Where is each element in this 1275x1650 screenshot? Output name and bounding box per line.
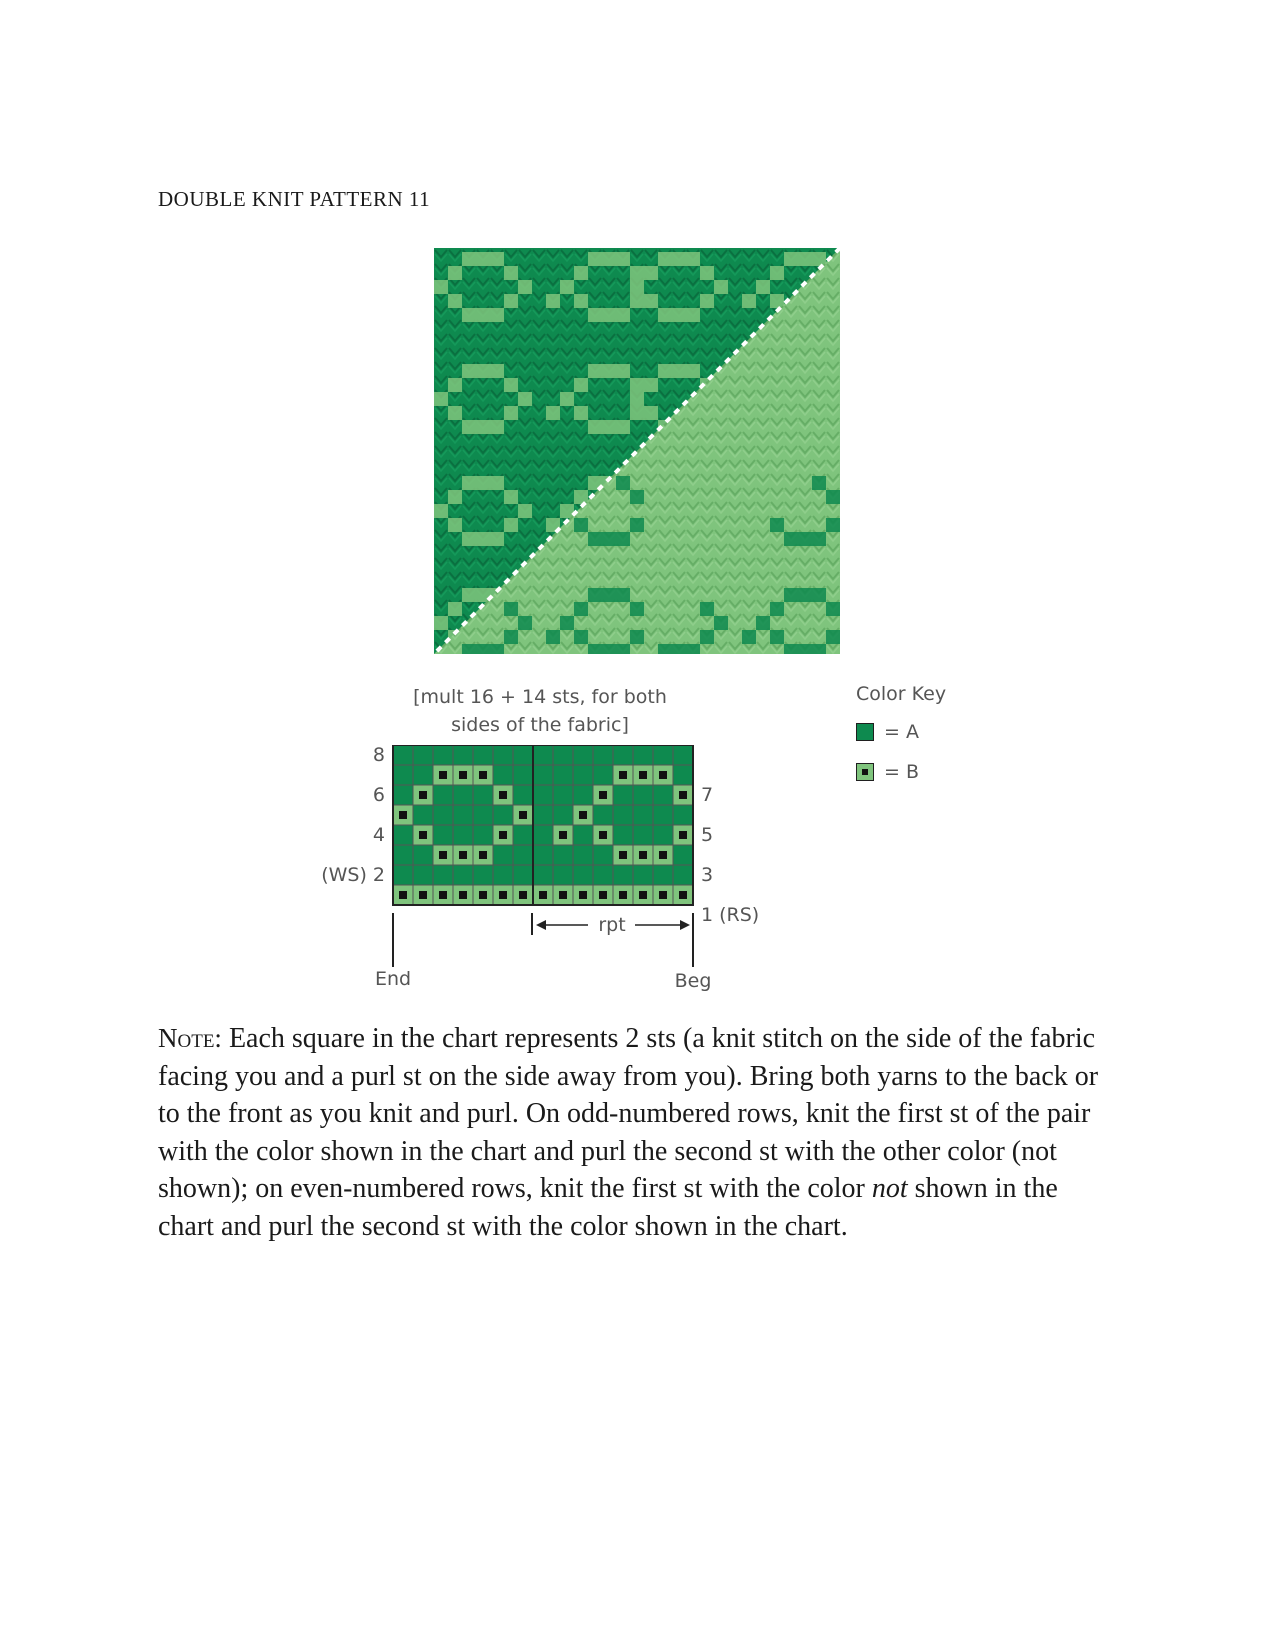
chart-cell-a: [633, 805, 653, 825]
chart-cell-b-dot: [659, 891, 667, 899]
chart-grid: [393, 745, 693, 905]
swatch-motif-stitch: [742, 630, 756, 644]
chart-cell-a: [613, 865, 633, 885]
swatch-motif-stitch: [448, 294, 462, 308]
swatch-motif-stitch: [630, 490, 644, 504]
chart-cell-a: [513, 825, 533, 845]
color-key-title: Color Key: [856, 683, 947, 705]
chart-cell-a: [593, 805, 613, 825]
chart-cell-b-dot: [419, 791, 427, 799]
swatch-motif-stitch: [616, 644, 630, 654]
beg-label: Beg: [674, 970, 712, 992]
swatch-motif-stitch: [812, 644, 826, 654]
chart-cell-a: [533, 845, 553, 865]
chart-cell-a: [493, 865, 513, 885]
swatch-motif-stitch: [602, 532, 616, 546]
swatch-motif-stitch: [546, 406, 560, 420]
chart-cell-b-dot: [499, 831, 507, 839]
swatch-motif-stitch: [476, 252, 490, 266]
row-label-right: 3: [701, 864, 714, 886]
chart-cell-a: [553, 765, 573, 785]
chart-cell-b-dot: [499, 891, 507, 899]
swatch-motif-stitch: [630, 518, 644, 532]
swatch-motif-stitch: [602, 588, 616, 602]
swatch-motif-stitch: [504, 266, 518, 280]
chart-left-labels: [321, 745, 385, 886]
chart-cell-a: [453, 785, 473, 805]
swatch-motif-stitch: [434, 504, 448, 518]
swatch-motif-stitch: [476, 420, 490, 434]
note-text-part1: Each square in the chart represents 2 sts (a knit stitch on the side of the fabric facing you and a purl st on the side away from you). Bring both yarns to the back or to the front as you knit and purl. On odd-numbered rows, knit the first st of the pair with the color shown in the chart and purl the second st with the other color (not shown); on even-numbered rows, knit the first st with the color: [158, 1023, 1099, 1204]
swatch-motif-stitch: [602, 644, 616, 654]
swatch-motif-stitch: [602, 308, 616, 322]
swatch-motif-stitch: [770, 630, 784, 644]
swatch-motif-stitch: [462, 308, 476, 322]
chart-cell-a: [673, 745, 693, 765]
color-key: [856, 683, 946, 799]
swatch-motif-stitch: [770, 602, 784, 616]
chart-cell-a: [393, 865, 413, 885]
chart-cell-b-dot: [619, 771, 627, 779]
chart-cell-a: [653, 825, 673, 845]
swatch-motif-stitch: [518, 616, 532, 630]
chart-cell-a: [513, 785, 533, 805]
chart-cell-a: [653, 865, 673, 885]
swatch-motif-stitch: [490, 644, 504, 654]
swatch-motif-stitch: [686, 644, 700, 654]
chart-cell-b-dot: [659, 851, 667, 859]
swatch-motif-stitch: [574, 378, 588, 392]
chart-cell-a: [533, 825, 553, 845]
swatch-motif-stitch: [658, 252, 672, 266]
chart-cell-b-dot: [639, 851, 647, 859]
swatch-motif-stitch: [574, 518, 588, 532]
chart-cell-b-dot: [679, 831, 687, 839]
color-key-b-row: [856, 759, 946, 785]
swatch-motif-stitch: [602, 252, 616, 266]
swatch-motif-stitch: [616, 476, 630, 490]
swatch-motif-stitch: [644, 294, 658, 308]
color-b-label: = B: [884, 761, 919, 783]
chart-cell-b-dot: [619, 891, 627, 899]
chart-cell-a: [533, 765, 553, 785]
swatch-motif-stitch: [476, 364, 490, 378]
swatch-motif-stitch: [434, 280, 448, 294]
swatch-motif-stitch: [574, 490, 588, 504]
chart-cell-a: [553, 865, 573, 885]
chart-cell-b-dot: [579, 891, 587, 899]
swatch-motif-stitch: [490, 476, 504, 490]
swatch-motif-stitch: [462, 644, 476, 654]
chart-cell-a: [593, 745, 613, 765]
swatch-motif-stitch: [546, 630, 560, 644]
swatch-motif-stitch: [784, 588, 798, 602]
chart-cell-a: [633, 785, 653, 805]
chart-cell-b-dot: [439, 771, 447, 779]
chart-cell-a: [573, 745, 593, 765]
swatch-motif-stitch: [560, 616, 574, 630]
chart-cell-b-dot: [459, 771, 467, 779]
chart-cell-a: [613, 825, 633, 845]
swatch-motif-stitch: [742, 294, 756, 308]
swatch-motif-stitch: [476, 644, 490, 654]
chart-cell-a: [573, 865, 593, 885]
swatch-motif-stitch: [434, 392, 448, 406]
chart-cell-b-dot: [459, 891, 467, 899]
row-label-right: 5: [701, 824, 714, 846]
swatch-motif-stitch: [756, 616, 770, 630]
swatch-motif-stitch: [546, 294, 560, 308]
chart-cell-b-dot: [479, 891, 487, 899]
swatch-motif-stitch: [588, 532, 602, 546]
swatch-motif-stitch: [448, 518, 462, 532]
chart-cell-a: [453, 865, 473, 885]
chart-cell-b-dot: [399, 811, 407, 819]
swatch-motif-stitch: [784, 644, 798, 654]
chart-cell-a: [593, 765, 613, 785]
chart-cell-b-dot: [439, 891, 447, 899]
swatch-motif-stitch: [630, 406, 644, 420]
chart-cell-a: [433, 825, 453, 845]
swatch-motif-stitch: [658, 308, 672, 322]
chart-cell-b-dot: [519, 811, 527, 819]
knitted-swatch-photo: [434, 248, 840, 654]
chart-cell-b-dot: [439, 851, 447, 859]
chart-cell-a: [553, 805, 573, 825]
chart-cell-a: [473, 745, 493, 765]
chart-cell-a: [393, 825, 413, 845]
swatch-motif-stitch: [798, 252, 812, 266]
swatch-motif-stitch: [518, 504, 532, 518]
chart-cell-b-dot: [579, 811, 587, 819]
chart-right-labels: [701, 784, 759, 926]
chart-cell-a: [573, 785, 593, 805]
swatch-motif-stitch: [504, 518, 518, 532]
page-title: DOUBLE KNIT PATTERN 11: [158, 187, 431, 211]
chart-cell-a: [633, 745, 653, 765]
swatch-motif-stitch: [462, 532, 476, 546]
chart-cell-a: [613, 745, 633, 765]
chart-cell-b-dot: [419, 831, 427, 839]
swatch-motif-stitch: [826, 630, 840, 644]
swatch-motif-stitch: [784, 532, 798, 546]
swatch-motif-stitch: [630, 294, 644, 308]
swatch-motif-stitch: [756, 280, 770, 294]
swatch-motif-stitch: [826, 602, 840, 616]
swatch-motif-stitch: [504, 406, 518, 420]
swatch-motif-stitch: [770, 294, 784, 308]
swatch-motif-stitch: [798, 588, 812, 602]
chart-cell-b-dot: [599, 831, 607, 839]
swatch-motif-stitch: [504, 630, 518, 644]
chart-cell-b-dot: [639, 891, 647, 899]
swatch-motif-stitch: [588, 644, 602, 654]
swatch-motif-stitch: [448, 378, 462, 392]
chart-cell-a: [593, 845, 613, 865]
swatch-motif-stitch: [784, 252, 798, 266]
swatch-motif-stitch: [686, 364, 700, 378]
chart-cell-a: [593, 865, 613, 885]
swatch-motif-stitch: [518, 280, 532, 294]
swatch-motif-stitch: [630, 392, 644, 406]
swatch-motif-stitch: [812, 252, 826, 266]
swatch-motif-stitch: [798, 644, 812, 654]
swatch-motif-stitch: [644, 406, 658, 420]
swatch-motif-stitch: [644, 266, 658, 280]
chart-cell-b-dot: [599, 891, 607, 899]
chart-cell-b-dot: [679, 891, 687, 899]
chart-cell-b-dot: [639, 771, 647, 779]
swatch-motif-stitch: [826, 518, 840, 532]
chart-cell-a: [553, 745, 573, 765]
color-a-label: = A: [884, 721, 919, 743]
row-label-left: 4: [372, 824, 385, 846]
chart-cell-a: [493, 765, 513, 785]
chart-cell-a: [633, 865, 653, 885]
chart-cell-a: [473, 805, 493, 825]
swatch-motif-stitch: [616, 588, 630, 602]
swatch-motif-stitch: [574, 630, 588, 644]
swatch-motif-stitch: [574, 602, 588, 616]
chart-cell-a: [673, 845, 693, 865]
chart-cell-a: [653, 745, 673, 765]
swatch-motif-stitch: [588, 252, 602, 266]
row-label-left: 6: [372, 784, 385, 806]
swatch-motif-stitch: [714, 280, 728, 294]
swatch-motif-stitch: [448, 406, 462, 420]
swatch-motif-stitch: [602, 420, 616, 434]
chart-cell-b-dot: [659, 771, 667, 779]
chart-cell-a: [653, 785, 673, 805]
chart-cell-b-dot: [619, 851, 627, 859]
chart-cell-a: [473, 785, 493, 805]
swatch-motif-stitch: [686, 252, 700, 266]
swatch-motif-stitch: [630, 280, 644, 294]
color-a-swatch-icon: [856, 723, 874, 741]
swatch-motif-stitch: [672, 308, 686, 322]
row-label-left: 8: [372, 745, 385, 766]
chart-cell-a: [533, 805, 553, 825]
chart-cell-a: [613, 785, 633, 805]
chart-caption-line2: sides of the fabric]: [451, 714, 629, 736]
chart-cell-a: [613, 805, 633, 825]
chart-cell-a: [393, 785, 413, 805]
chart-cell-b-dot: [539, 891, 547, 899]
swatch-motif-stitch: [462, 252, 476, 266]
chart-cell-a: [473, 865, 493, 885]
swatch-motif-stitch: [630, 378, 644, 392]
swatch-motif-stitch: [434, 616, 448, 630]
swatch-motif-stitch: [672, 252, 686, 266]
row-label-right: 7: [701, 784, 714, 806]
chart-cell-a: [493, 745, 513, 765]
swatch-motif-stitch: [812, 532, 826, 546]
swatch-motif-stitch: [658, 644, 672, 654]
swatch-motif-stitch: [490, 532, 504, 546]
chart-cell-a: [453, 745, 473, 765]
swatch-motif-stitch: [602, 364, 616, 378]
chart-cell-a: [673, 765, 693, 785]
swatch-motif-stitch: [462, 364, 476, 378]
swatch-motif-stitch: [448, 602, 462, 616]
color-key-a-row: [856, 719, 946, 745]
swatch-motif-stitch: [700, 266, 714, 280]
swatch-motif-stitch: [798, 532, 812, 546]
swatch-motif-stitch: [574, 406, 588, 420]
swatch-motif-stitch: [504, 490, 518, 504]
swatch-motif-stitch: [616, 532, 630, 546]
swatch-motif-stitch: [504, 378, 518, 392]
swatch-motif-stitch: [616, 308, 630, 322]
swatch-motif-stitch: [476, 308, 490, 322]
swatch-motif-stitch: [700, 602, 714, 616]
note-text-part2: shown in the chart and purl the second st with the color shown in the chart.: [158, 1173, 1058, 1242]
knitting-chart: [300, 745, 780, 995]
swatch-motif-stitch: [770, 518, 784, 532]
note-text-italic: not: [871, 1173, 908, 1204]
chart-cell-a: [633, 825, 653, 845]
swatch-motif-stitch: [686, 308, 700, 322]
swatch-motif-stitch: [672, 364, 686, 378]
chart-cell-a: [553, 845, 573, 865]
swatch-motif-stitch: [700, 294, 714, 308]
chart-cell-b-dot: [499, 791, 507, 799]
row-label-right: 1 (RS): [701, 904, 760, 926]
color-b-swatch-icon: [856, 763, 874, 781]
chart-cell-b-dot: [679, 791, 687, 799]
swatch-motif-stitch: [770, 266, 784, 280]
chart-cell-b-dot: [559, 891, 567, 899]
swatch-motif-stitch: [560, 504, 574, 518]
chart-cell-a: [393, 745, 413, 765]
swatch-motif-stitch: [672, 644, 686, 654]
chart-cell-a: [453, 825, 473, 845]
chart-cell-a: [393, 845, 413, 865]
chart-cell-a: [473, 825, 493, 845]
chart-cell-a: [673, 865, 693, 885]
chart-cell-a: [413, 845, 433, 865]
swatch-motif-stitch: [462, 476, 476, 490]
swatch-motif-stitch: [588, 420, 602, 434]
swatch-motif-stitch: [504, 602, 518, 616]
chart-cell-a: [513, 845, 533, 865]
chart-cell-a: [413, 745, 433, 765]
swatch-motif-stitch: [616, 252, 630, 266]
chart-cell-a: [553, 785, 573, 805]
swatch-motif-stitch: [812, 588, 826, 602]
chart-cell-b-dot: [459, 851, 467, 859]
chart-cell-b-dot: [519, 891, 527, 899]
chart-caption-line1: [mult 16 + 14 sts, for both: [413, 686, 667, 708]
end-label: End: [374, 968, 412, 990]
swatch-motif-stitch: [588, 588, 602, 602]
swatch-motif-stitch: [812, 476, 826, 490]
chart-cell-a: [573, 825, 593, 845]
chart-cell-a: [533, 745, 553, 765]
swatch-motif-stitch: [574, 294, 588, 308]
chart-cell-a: [433, 865, 453, 885]
chart-cell-b-dot: [479, 851, 487, 859]
chart-cell-a: [513, 765, 533, 785]
swatch-motif-stitch: [476, 476, 490, 490]
chart-cell-a: [413, 865, 433, 885]
chart-cell-a: [573, 765, 593, 785]
chart-cell-a: [433, 745, 453, 765]
swatch-motif-stitch: [588, 364, 602, 378]
repeat-label: rpt: [598, 914, 626, 936]
swatch-motif-stitch: [658, 364, 672, 378]
chart-cell-a: [413, 765, 433, 785]
chart-cell-b-dot: [419, 891, 427, 899]
chart-cell-a: [513, 745, 533, 765]
swatch-motif-stitch: [490, 308, 504, 322]
swatch-motif-stitch: [826, 490, 840, 504]
chart-cell-b-dot: [399, 891, 407, 899]
chart-cell-a: [493, 805, 513, 825]
swatch-motif-stitch: [714, 616, 728, 630]
note-paragraph: [158, 1020, 1118, 1245]
chart-cell-a: [433, 805, 453, 825]
swatch-motif-stitch: [448, 266, 462, 280]
chart-cell-a: [433, 785, 453, 805]
swatch-motif-stitch: [462, 588, 476, 602]
swatch-motif-stitch: [574, 266, 588, 280]
chart-cell-b-dot: [479, 771, 487, 779]
swatch-motif-stitch: [490, 252, 504, 266]
chart-cell-b-dot: [559, 831, 567, 839]
swatch-motif-stitch: [616, 420, 630, 434]
chart-cell-a: [393, 765, 413, 785]
swatch-motif-stitch: [490, 364, 504, 378]
swatch-motif-stitch: [630, 602, 644, 616]
chart-cell-a: [533, 865, 553, 885]
chart-cell-a: [653, 805, 673, 825]
chart-cell-a: [493, 845, 513, 865]
swatch-motif-stitch: [560, 280, 574, 294]
swatch-motif-stitch: [630, 630, 644, 644]
swatch-motif-stitch: [644, 378, 658, 392]
note-label: Note:: [158, 1023, 222, 1053]
swatch-motif-stitch: [490, 420, 504, 434]
swatch-motif-stitch: [560, 392, 574, 406]
swatch-motif-stitch: [448, 490, 462, 504]
swatch-motif-stitch: [518, 392, 532, 406]
chart-cell-a: [533, 785, 553, 805]
chart-cell-b-dot: [599, 791, 607, 799]
swatch-motif-stitch: [700, 630, 714, 644]
row-label-left: (WS) 2: [321, 864, 385, 886]
swatch-motif-stitch: [588, 308, 602, 322]
swatch-motif-stitch: [476, 532, 490, 546]
chart-cell-a: [513, 865, 533, 885]
swatch-motif-stitch: [630, 266, 644, 280]
swatch-motif-stitch: [616, 364, 630, 378]
chart-cell-a: [413, 805, 433, 825]
chart-caption: [380, 683, 700, 739]
chart-cell-a: [453, 805, 473, 825]
chart-cell-a: [573, 845, 593, 865]
swatch-motif-stitch: [462, 420, 476, 434]
swatch-motif-stitch: [504, 294, 518, 308]
chart-cell-a: [673, 805, 693, 825]
